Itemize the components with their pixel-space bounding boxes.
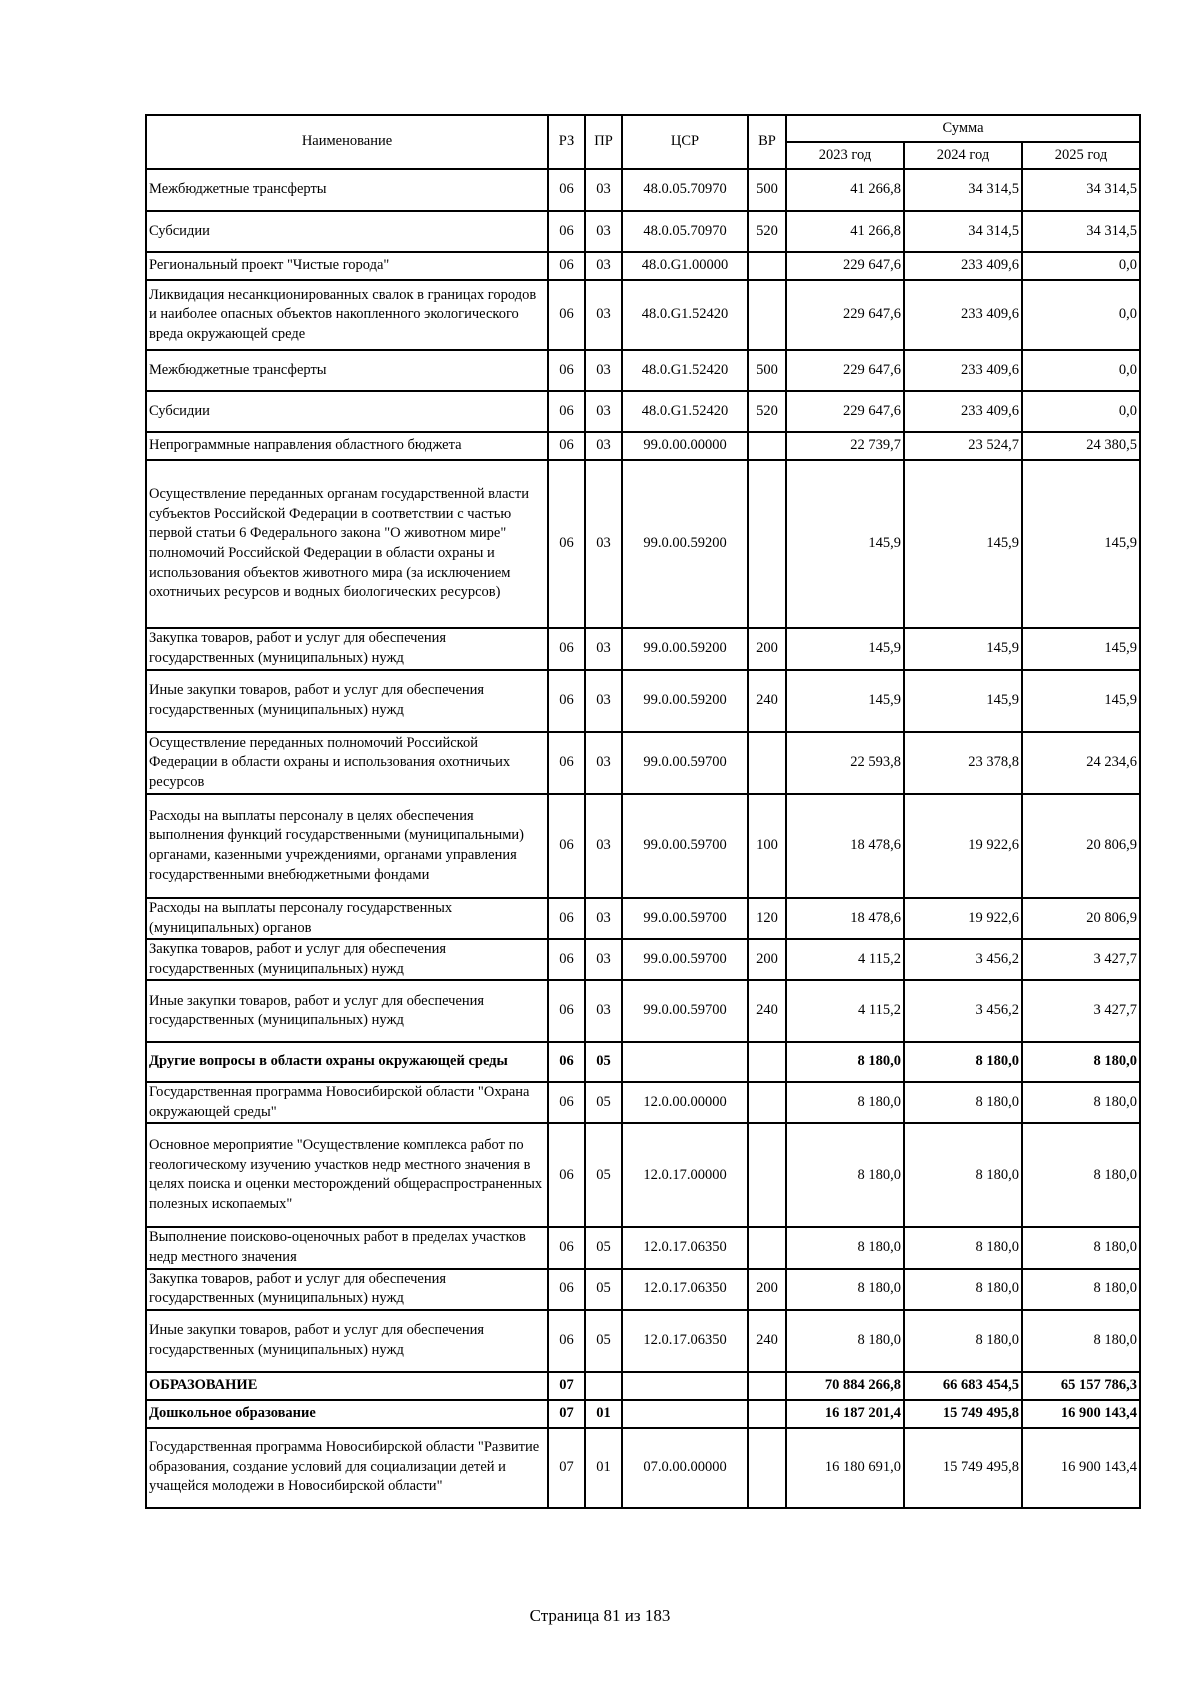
cell-vr: [748, 1082, 786, 1123]
cell-rz: 06: [548, 391, 585, 432]
cell-2023: 145,9: [786, 670, 904, 732]
cell-2023: 145,9: [786, 460, 904, 628]
table-row: [146, 211, 1140, 252]
cell-2024: 145,9: [904, 628, 1022, 670]
cell-2025: 145,9: [1022, 628, 1140, 670]
cell-vr: 500: [748, 350, 786, 391]
cell-name: Закупка товаров, работ и услуг для обеспечения государственных (муниципальных) нужд: [146, 1269, 548, 1310]
cell-name: Ликвидация несанкционированных свалок в границах городов и наиболее опасных объектов накопленного экологического вреда окружающей среде: [146, 280, 548, 350]
cell-vr: 240: [748, 670, 786, 732]
cell-name: Выполнение поисково-оценочных работ в пределах участков недр местного значения: [146, 1227, 548, 1268]
cell-2023: 22 593,8: [786, 732, 904, 794]
cell-rz: 07: [548, 1400, 585, 1428]
cell-vr: 520: [748, 391, 786, 432]
cell-csr: 99.0.00.59200: [622, 670, 748, 732]
header-vr: ВР: [748, 115, 786, 169]
cell-name: Основное мероприятие "Осуществление комплекса работ по геологическому изучению участков недр местного значения в целях поиска и оценки месторождений общераспространенных полезных ископаемых": [146, 1123, 548, 1227]
cell-csr: 48.0.05.70970: [622, 211, 748, 252]
cell-rz: 06: [548, 670, 585, 732]
cell-vr: [748, 732, 786, 794]
cell-2023: 8 180,0: [786, 1123, 904, 1227]
cell-2024: 34 314,5: [904, 169, 1022, 211]
cell-name: Субсидии: [146, 391, 548, 432]
table-row: [146, 252, 1140, 280]
cell-pr: 03: [585, 732, 622, 794]
cell-pr: 01: [585, 1428, 622, 1508]
cell-csr: 99.0.00.59700: [622, 794, 748, 898]
cell-pr: 03: [585, 898, 622, 939]
header-rz: РЗ: [548, 115, 585, 169]
cell-2025: 145,9: [1022, 670, 1140, 732]
cell-2025: 3 427,7: [1022, 980, 1140, 1042]
cell-csr: 99.0.00.59200: [622, 628, 748, 670]
cell-rz: 06: [548, 432, 585, 460]
cell-2025: 8 180,0: [1022, 1310, 1140, 1372]
cell-rz: 06: [548, 980, 585, 1042]
cell-csr: 07.0.00.00000: [622, 1428, 748, 1508]
cell-rz: 06: [548, 1042, 585, 1082]
cell-pr: 05: [585, 1310, 622, 1372]
table-row: [146, 732, 1140, 794]
cell-name: Межбюджетные трансферты: [146, 169, 548, 211]
header-csr: ЦСР: [622, 115, 748, 169]
cell-2025: 0,0: [1022, 252, 1140, 280]
cell-pr: 03: [585, 350, 622, 391]
cell-2023: 16 180 691,0: [786, 1428, 904, 1508]
cell-2024: 233 409,6: [904, 252, 1022, 280]
cell-vr: 200: [748, 628, 786, 670]
cell-2025: 34 314,5: [1022, 169, 1140, 211]
cell-name: Осуществление переданных полномочий Российской Федерации в области охраны и использования охотничьих ресурсов: [146, 732, 548, 794]
cell-csr: 99.0.00.59700: [622, 898, 748, 939]
cell-pr: 05: [585, 1082, 622, 1123]
cell-csr: 99.0.00.59200: [622, 460, 748, 628]
cell-2024: 233 409,6: [904, 280, 1022, 350]
cell-vr: [748, 1428, 786, 1508]
cell-2024: 145,9: [904, 670, 1022, 732]
table-row: [146, 1227, 1140, 1268]
cell-2024: 8 180,0: [904, 1310, 1022, 1372]
cell-vr: 200: [748, 939, 786, 980]
table-row: [146, 1082, 1140, 1123]
cell-name: Закупка товаров, работ и услуг для обеспечения государственных (муниципальных) нужд: [146, 628, 548, 670]
cell-csr: 48.0.G1.00000: [622, 252, 748, 280]
table-row: [146, 460, 1140, 628]
cell-2024: 66 683 454,5: [904, 1372, 1022, 1400]
cell-rz: 06: [548, 350, 585, 391]
cell-rz: 06: [548, 1123, 585, 1227]
cell-vr: 100: [748, 794, 786, 898]
cell-2024: 23 524,7: [904, 432, 1022, 460]
cell-name: Другие вопросы в области охраны окружающей среды: [146, 1042, 548, 1082]
cell-2025: 0,0: [1022, 391, 1140, 432]
table-row: [146, 1400, 1140, 1428]
cell-vr: 520: [748, 211, 786, 252]
cell-name: Межбюджетные трансферты: [146, 350, 548, 391]
cell-csr: [622, 1372, 748, 1400]
cell-2023: 4 115,2: [786, 980, 904, 1042]
cell-csr: 12.0.17.06350: [622, 1269, 748, 1310]
cell-2025: 16 900 143,4: [1022, 1428, 1140, 1508]
cell-pr: 03: [585, 670, 622, 732]
cell-rz: 06: [548, 794, 585, 898]
cell-pr: 03: [585, 628, 622, 670]
cell-csr: 48.0.05.70970: [622, 169, 748, 211]
cell-name: Закупка товаров, работ и услуг для обеспечения государственных (муниципальных) нужд: [146, 939, 548, 980]
cell-2023: 145,9: [786, 628, 904, 670]
cell-rz: 07: [548, 1428, 585, 1508]
cell-rz: 06: [548, 628, 585, 670]
cell-2023: 41 266,8: [786, 211, 904, 252]
cell-2023: 8 180,0: [786, 1269, 904, 1310]
table-row: [146, 391, 1140, 432]
cell-2023: 18 478,6: [786, 898, 904, 939]
cell-name: Иные закупки товаров, работ и услуг для обеспечения государственных (муниципальных) нужд: [146, 1310, 548, 1372]
cell-csr: 99.0.00.59700: [622, 732, 748, 794]
cell-vr: [748, 432, 786, 460]
table-row: [146, 1372, 1140, 1400]
cell-2025: 24 234,6: [1022, 732, 1140, 794]
cell-2023: 229 647,6: [786, 350, 904, 391]
table-row: [146, 1042, 1140, 1082]
cell-csr: 48.0.G1.52420: [622, 280, 748, 350]
cell-2025: 20 806,9: [1022, 794, 1140, 898]
cell-name: Иные закупки товаров, работ и услуг для обеспечения государственных (муниципальных) нужд: [146, 670, 548, 732]
cell-2023: 70 884 266,8: [786, 1372, 904, 1400]
cell-2024: 3 456,2: [904, 980, 1022, 1042]
table-row: [146, 1310, 1140, 1372]
cell-2024: 8 180,0: [904, 1082, 1022, 1123]
cell-csr: [622, 1042, 748, 1082]
cell-2023: 18 478,6: [786, 794, 904, 898]
cell-vr: [748, 1400, 786, 1428]
cell-2024: 23 378,8: [904, 732, 1022, 794]
cell-vr: 240: [748, 1310, 786, 1372]
cell-2025: 8 180,0: [1022, 1123, 1140, 1227]
cell-rz: 06: [548, 1082, 585, 1123]
cell-pr: 03: [585, 980, 622, 1042]
cell-pr: 03: [585, 252, 622, 280]
cell-rz: 06: [548, 280, 585, 350]
cell-rz: 06: [548, 252, 585, 280]
cell-2025: 145,9: [1022, 460, 1140, 628]
cell-rz: 06: [548, 211, 585, 252]
cell-csr: 12.0.17.00000: [622, 1123, 748, 1227]
cell-csr: 48.0.G1.52420: [622, 350, 748, 391]
header-name: Наименование: [146, 115, 548, 169]
table-row: [146, 350, 1140, 391]
cell-2023: 16 187 201,4: [786, 1400, 904, 1428]
cell-2025: 65 157 786,3: [1022, 1372, 1140, 1400]
cell-vr: [748, 1227, 786, 1268]
header-pr: ПР: [585, 115, 622, 169]
cell-2024: 8 180,0: [904, 1123, 1022, 1227]
page-number: Страница 81 из 183: [529, 1606, 671, 1625]
cell-2025: 24 380,5: [1022, 432, 1140, 460]
cell-2025: 3 427,7: [1022, 939, 1140, 980]
cell-pr: 05: [585, 1227, 622, 1268]
cell-vr: [748, 280, 786, 350]
cell-csr: 99.0.00.59700: [622, 980, 748, 1042]
cell-2023: 8 180,0: [786, 1310, 904, 1372]
cell-csr: 12.0.17.06350: [622, 1227, 748, 1268]
table-row: [146, 1428, 1140, 1508]
cell-2023: 41 266,8: [786, 169, 904, 211]
cell-rz: 06: [548, 939, 585, 980]
cell-2025: 34 314,5: [1022, 211, 1140, 252]
cell-vr: 500: [748, 169, 786, 211]
cell-pr: 03: [585, 460, 622, 628]
table-row: [146, 1269, 1140, 1310]
cell-name: Непрограммные направления областного бюджета: [146, 432, 548, 460]
cell-2025: 8 180,0: [1022, 1227, 1140, 1268]
cell-rz: 06: [548, 1269, 585, 1310]
cell-name: Субсидии: [146, 211, 548, 252]
table-row: [146, 898, 1140, 939]
cell-2024: 233 409,6: [904, 391, 1022, 432]
cell-2023: 8 180,0: [786, 1082, 904, 1123]
table-row: [146, 169, 1140, 211]
cell-2025: 8 180,0: [1022, 1082, 1140, 1123]
cell-2025: 8 180,0: [1022, 1269, 1140, 1310]
cell-2024: 145,9: [904, 460, 1022, 628]
cell-vr: [748, 460, 786, 628]
cell-2024: 8 180,0: [904, 1227, 1022, 1268]
cell-pr: 05: [585, 1269, 622, 1310]
cell-2024: 19 922,6: [904, 794, 1022, 898]
cell-pr: [585, 1372, 622, 1400]
cell-pr: 03: [585, 169, 622, 211]
table-row: [146, 628, 1140, 670]
cell-2024: 3 456,2: [904, 939, 1022, 980]
cell-2025: 0,0: [1022, 280, 1140, 350]
cell-vr: [748, 252, 786, 280]
cell-name: Иные закупки товаров, работ и услуг для обеспечения государственных (муниципальных) нужд: [146, 980, 548, 1042]
cell-rz: 06: [548, 169, 585, 211]
cell-vr: [748, 1042, 786, 1082]
table-row: [146, 432, 1140, 460]
cell-name: Осуществление переданных органам государственной власти субъектов Российской Федерации в соответствии с частью первой статьи 6 Федерального закона "О животном мире" полномочий Российской Федерации в области охраны и использования объектов животного мира (за исключением охотничьих ресурсов и водных биологических ресурсов): [146, 460, 548, 628]
cell-pr: 05: [585, 1042, 622, 1082]
cell-vr: [748, 1123, 786, 1227]
cell-2025: 20 806,9: [1022, 898, 1140, 939]
cell-vr: 200: [748, 1269, 786, 1310]
cell-name: Расходы на выплаты персоналу в целях обеспечения выполнения функций государственными (муниципальными) органами, казенными учреждениями, органами управления государственными внебюджетными фондами: [146, 794, 548, 898]
cell-2025: 0,0: [1022, 350, 1140, 391]
cell-pr: 03: [585, 939, 622, 980]
cell-rz: 06: [548, 1310, 585, 1372]
cell-csr: 99.0.00.00000: [622, 432, 748, 460]
table-row: [146, 1123, 1140, 1227]
header-sum: Сумма: [786, 115, 1140, 142]
cell-2023: 8 180,0: [786, 1042, 904, 1082]
header-year-2023: 2023 год: [786, 142, 904, 169]
cell-2024: 15 749 495,8: [904, 1400, 1022, 1428]
cell-csr: 99.0.00.59700: [622, 939, 748, 980]
cell-pr: 03: [585, 432, 622, 460]
cell-2025: 16 900 143,4: [1022, 1400, 1140, 1428]
cell-rz: 06: [548, 898, 585, 939]
table-row: [146, 794, 1140, 898]
cell-2024: 233 409,6: [904, 350, 1022, 391]
cell-2024: 34 314,5: [904, 211, 1022, 252]
table-body: [146, 169, 1140, 1508]
cell-2023: 22 739,7: [786, 432, 904, 460]
cell-vr: [748, 1372, 786, 1400]
cell-csr: 48.0.G1.52420: [622, 391, 748, 432]
cell-csr: 12.0.00.00000: [622, 1082, 748, 1123]
cell-pr: 03: [585, 794, 622, 898]
table-header: [146, 115, 1140, 169]
cell-2024: 8 180,0: [904, 1269, 1022, 1310]
cell-pr: 03: [585, 391, 622, 432]
header-year-2025: 2025 год: [1022, 142, 1140, 169]
cell-name: Расходы на выплаты персоналу государственных (муниципальных) органов: [146, 898, 548, 939]
cell-rz: 06: [548, 460, 585, 628]
cell-vr: 120: [748, 898, 786, 939]
cell-2023: 4 115,2: [786, 939, 904, 980]
cell-2024: 19 922,6: [904, 898, 1022, 939]
cell-csr: 12.0.17.06350: [622, 1310, 748, 1372]
cell-name: Государственная программа Новосибирской области "Охрана окружающей среды": [146, 1082, 548, 1123]
cell-pr: 01: [585, 1400, 622, 1428]
cell-2023: 229 647,6: [786, 252, 904, 280]
cell-name: Государственная программа Новосибирской области "Развитие образования, создание условий для социализации детей и учащейся молодежи в Новосибирской области": [146, 1428, 548, 1508]
cell-rz: 07: [548, 1372, 585, 1400]
cell-csr: [622, 1400, 748, 1428]
cell-2023: 8 180,0: [786, 1227, 904, 1268]
cell-rz: 06: [548, 1227, 585, 1268]
cell-name: ОБРАЗОВАНИЕ: [146, 1372, 548, 1400]
cell-2024: 15 749 495,8: [904, 1428, 1022, 1508]
budget-table: [145, 114, 1141, 1509]
table-row: [146, 980, 1140, 1042]
table-row: [146, 280, 1140, 350]
cell-2023: 229 647,6: [786, 280, 904, 350]
cell-pr: 03: [585, 211, 622, 252]
cell-name: Региональный проект "Чистые города": [146, 252, 548, 280]
cell-pr: 03: [585, 280, 622, 350]
cell-name: Дошкольное образование: [146, 1400, 548, 1428]
cell-2024: 8 180,0: [904, 1042, 1022, 1082]
table-row: [146, 670, 1140, 732]
table-row: [146, 939, 1140, 980]
cell-2023: 229 647,6: [786, 391, 904, 432]
cell-2025: 8 180,0: [1022, 1042, 1140, 1082]
header-year-2024: 2024 год: [904, 142, 1022, 169]
cell-rz: 06: [548, 732, 585, 794]
cell-pr: 05: [585, 1123, 622, 1227]
cell-vr: 240: [748, 980, 786, 1042]
